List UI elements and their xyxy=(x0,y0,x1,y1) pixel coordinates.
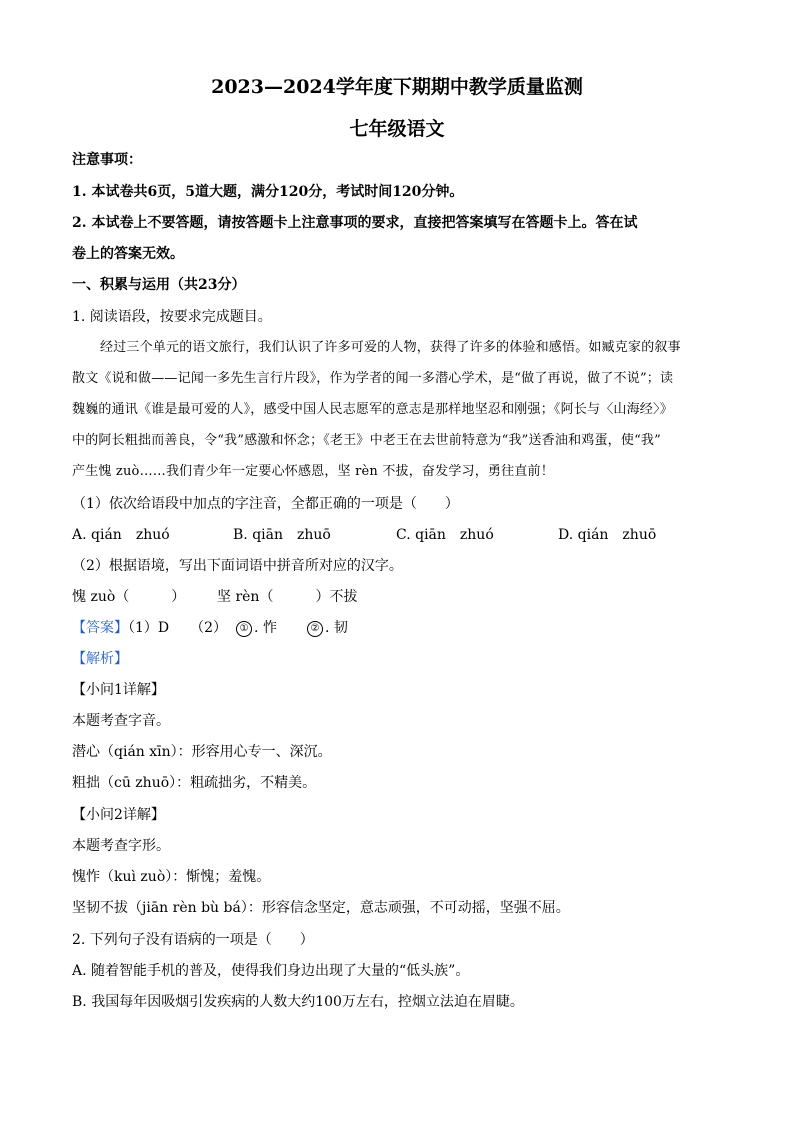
answer-value-2: . 韧 xyxy=(324,620,348,636)
answer-line xyxy=(72,618,348,638)
passage-line: 产生愧 zuò……我们青少年一定要心怀感恩，坚 rèn 不拔，奋发学习，勇往直前！ xyxy=(72,464,554,479)
answer-number-2: ② xyxy=(307,621,323,637)
option-b: B. qiān zhuō xyxy=(233,527,331,543)
analysis-label: 【解析】 xyxy=(72,651,128,667)
detail-2-text: 愧怍（kuì zuò）：惭愧；羞愧。 xyxy=(72,869,271,885)
notice-item-1: 1. 本试卷共6页，5道大题，满分120分，考试时间120分钟。 xyxy=(72,184,464,200)
detail-1-text: 潜心（qián xīn）：形容用心专一、深沉。 xyxy=(72,744,332,760)
answer-part1: （1）D （2） xyxy=(128,620,221,636)
answer-number-1: ① xyxy=(236,621,252,637)
q2-option-a: A. 随着智能手机的普及，使得我们身边出现了大量的“低头族”。 xyxy=(72,963,470,979)
fill-blank-a: 愧 zuò（ ） xyxy=(72,589,186,605)
exam-subtitle: 七年级语文 xyxy=(349,118,445,140)
notice-heading: 注意事项： xyxy=(72,152,142,168)
sub-question-1: （1）依次给语段中加点的字注音，全都正确的一项是（ ） xyxy=(72,496,459,512)
option-a: A. qián zhuó xyxy=(72,527,170,543)
passage-line: 中的阿长粗拙而善良，令“我”感激和怀念；《老王》中老王在去世前特意为“我”送香油和鸡蛋，使“我” xyxy=(72,433,661,448)
answer-label: 【答案】 xyxy=(72,620,128,636)
detail-1-text: 本题考查字音。 xyxy=(72,713,170,729)
exam-title: 2023—2024学年度下期期中教学质量监测 xyxy=(211,76,583,98)
section-heading: 一、积累与运用（共23分） xyxy=(72,277,246,293)
option-d: D. qián zhuō xyxy=(558,527,657,543)
detail-2-text: 本题考查字形。 xyxy=(72,838,170,854)
detail-2-label: 【小问2详解】 xyxy=(72,807,165,823)
q2-option-b: B. 我国每年因吸烟引发疾病的人数大约100万左右，控烟立法迫在眉睫。 xyxy=(72,994,524,1010)
option-c: C. qiān zhuó xyxy=(396,527,494,543)
passage-line: 散文《说和做——记闻一多先生言行片段》，作为学者的闻一多潜心学术，是“做了再说，做了不说”；读 xyxy=(72,371,674,386)
detail-1-label: 【小问1详解】 xyxy=(72,682,165,698)
answer-value-1: . 怍 xyxy=(254,620,277,636)
notice-item-2-line2: 卷上的答案无效。 xyxy=(72,246,184,262)
detail-2-text: 坚韧不拔（jiān rèn bù bá）：形容信念坚定，意志顽强，不可动摇，坚强不屈。 xyxy=(72,900,570,916)
fill-blank-b: 坚 rèn（ ）不拔 xyxy=(217,589,358,605)
question-1-stem: 1. 阅读语段，按要求完成题目。 xyxy=(72,309,272,325)
passage-line: 经过三个单元的语文旅行，我们认识了许多可爱的人物，获得了许多的体验和感悟。如臧克家的叙事 xyxy=(100,340,681,355)
sub-question-2: （2）根据语境，写出下面词语中拼音所对应的汉字。 xyxy=(72,558,403,574)
question-2-stem: 2. 下列句子没有语病的一项是（ ） xyxy=(72,932,314,948)
notice-item-2-line1: 2. 本试卷上不要答题，请按答题卡上注意事项的要求，直接把答案填写在答题卡上。答在试 xyxy=(72,215,638,231)
passage-line: 魏巍的通讯《谁是最可爱的人》，感受中国人民志愿军的意志是那样地坚忍和刚强；《阿长与〈山海经〉》 xyxy=(72,402,673,417)
detail-1-text: 粗拙（cū zhuō）：粗疏拙劣，不精美。 xyxy=(72,775,317,791)
